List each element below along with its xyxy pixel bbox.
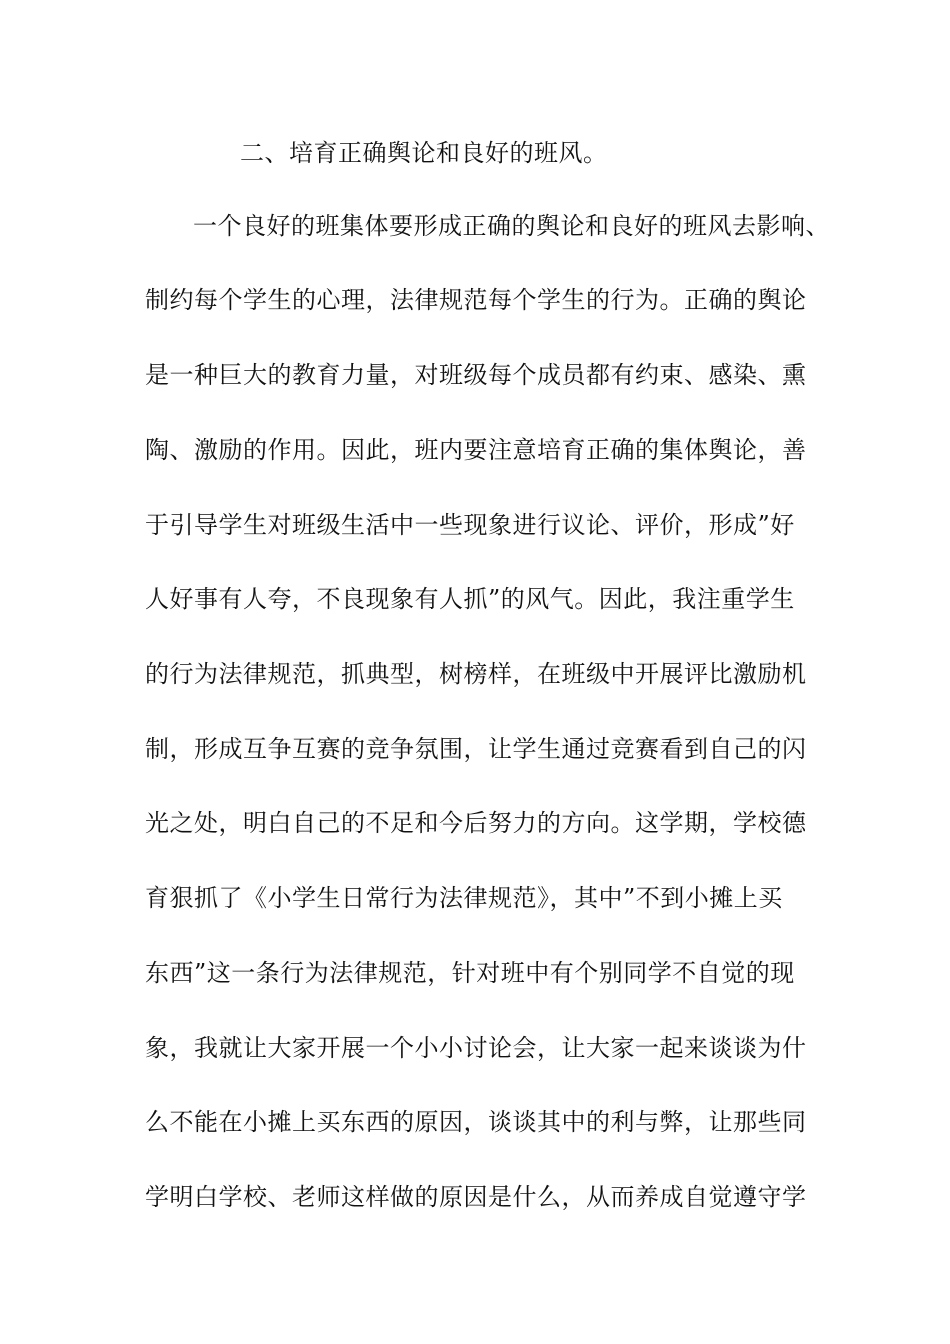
paragraph-line: 一个良好的班集体要形成正确的舆论和良好的班风去影响、 (193, 212, 830, 240)
paragraph-line: 是一种巨大的教育力量，对班级每个成员都有约束、感染、熏 (145, 361, 807, 389)
paragraph-line: 么不能在小摊上买东西的原因，谈谈其中的利与弊，让那些同 (145, 1108, 807, 1136)
paragraph-line: 光之处，明白自己的不足和今后努力的方向。这学期，学校德 (145, 809, 807, 837)
paragraph-line: 育狠抓了《小学生日常行为法律规范》，其中”不到小摊上买 (145, 884, 783, 912)
paragraph-line: 人好事有人夸，不良现象有人抓”的风气。因此，我注重学生 (145, 585, 795, 613)
paragraph-line: 的行为法律规范，抓典型，树榜样，在班级中开展评比激励机 (145, 660, 807, 688)
paragraph-line: 学明白学校、老师这样做的原因是什么，从而养成自觉遵守学 (145, 1183, 807, 1211)
paragraph-line: 制，形成互争互赛的竞争氛围，让学生通过竞赛看到自己的闪 (145, 735, 807, 763)
paragraph-line: 制约每个学生的心理，法律规范每个学生的行为。正确的舆论 (145, 286, 807, 314)
paragraph-line: 于引导学生对班级生活中一些现象进行议论、评价，形成”好 (145, 511, 795, 539)
paragraph-line: 象，我就让大家开展一个小小讨论会，让大家一起来谈谈为什 (145, 1034, 807, 1062)
section-heading: 二、培育正确舆论和良好的班风。 (240, 139, 608, 167)
paragraph-line: 东西”这一条行为法律规范，针对班中有个别同学不自觉的现 (145, 959, 795, 987)
paragraph-line: 陶、激励的作用。因此，班内要注意培育正确的集体舆论，善 (145, 436, 807, 464)
